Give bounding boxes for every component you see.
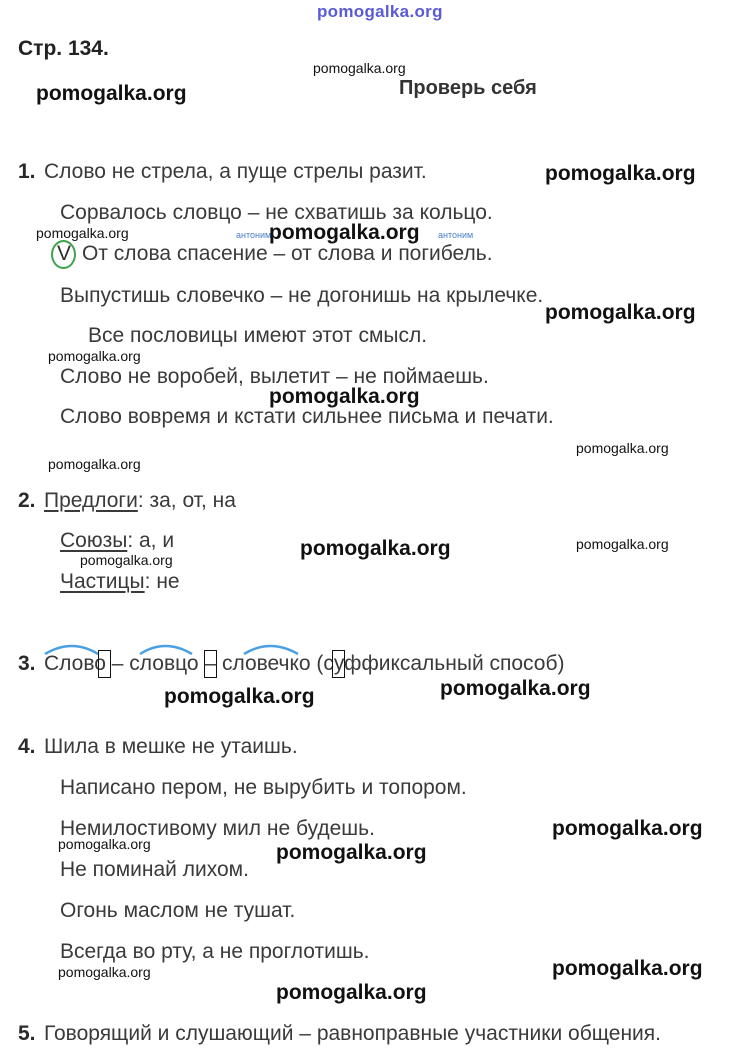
word-formation-line xyxy=(44,653,565,674)
watermark: pomogalka.org xyxy=(576,536,669,552)
task-1-line: От слова спасение – от слова и погибель. xyxy=(82,242,493,265)
task-1-number: 1. xyxy=(18,160,36,183)
watermark: pomogalka.org xyxy=(552,817,703,840)
prepositions-list: : за, от, на xyxy=(137,489,236,512)
watermark: pomogalka.org xyxy=(164,685,315,708)
particles-line xyxy=(60,571,180,592)
watermark: pomogalka.org xyxy=(58,964,151,980)
antonym-note: антоним xyxy=(236,230,272,240)
watermark: pomogalka.org xyxy=(576,440,669,456)
task-5-text: Говорящий и слушающий – равноправные участники общения. xyxy=(44,1022,661,1045)
watermark: pomogalka.org xyxy=(276,841,427,864)
watermark: pomogalka.org xyxy=(269,221,420,244)
task-4-line: Не поминай лихом. xyxy=(60,858,249,881)
particles-label: Частицы xyxy=(60,570,145,593)
dash: – xyxy=(105,652,130,675)
watermark: pomogalka.org xyxy=(36,82,187,105)
conjunctions-list: : а, и xyxy=(127,529,175,552)
task-1-line: Выпустишь словечко – не догонишь на крылечке. xyxy=(60,284,544,307)
conjunctions-line xyxy=(60,530,174,551)
dash: – xyxy=(198,652,222,675)
task-2-number: 2. xyxy=(18,489,36,512)
watermark: pomogalka.org xyxy=(313,60,406,76)
task-4-line: Написано пером, не вырубить и топором. xyxy=(60,776,467,799)
task-4-line: Огонь маслом не тушат. xyxy=(60,899,296,922)
task-1-line: Слово вовремя и кстати сильнее письма и печати. xyxy=(60,405,554,428)
ending-box-icon xyxy=(204,650,217,678)
prepositions-line xyxy=(44,490,236,511)
watermark: pomogalka.org xyxy=(48,348,141,364)
prepositions-label: Предлоги xyxy=(44,489,138,512)
page-title: Проверь себя xyxy=(399,77,537,99)
conjunctions-label: Союзы xyxy=(60,529,128,552)
task-5-number: 5. xyxy=(18,1022,36,1045)
watermark: pomogalka.org xyxy=(440,677,591,700)
word-2: словцо xyxy=(129,652,199,675)
watermark: pomogalka.org xyxy=(552,957,703,980)
task-1-line: Сорвалось словцо – не схватишь за кольцо. xyxy=(60,201,493,224)
word-3: словечко xyxy=(221,652,311,675)
watermark-top: pomogalka.org xyxy=(317,2,443,21)
watermark: pomogalka.org xyxy=(276,981,427,1004)
check-mark: V xyxy=(57,242,72,265)
watermark: pomogalka.org xyxy=(545,162,696,185)
task-1-line: Слово не воробей, вылетит – не поймаешь. xyxy=(60,365,489,388)
word-1: Слово xyxy=(44,652,106,675)
task-4-line: Всегда во рту, а не проглотишь. xyxy=(60,940,370,963)
page-reference: Стр. 134. xyxy=(18,37,109,60)
task-4-line: Немилостивому мил не будешь. xyxy=(60,817,375,840)
watermark: pomogalka.org xyxy=(80,552,173,568)
task-1-line: Слово не стрела, а пуще стрелы разит. xyxy=(44,160,427,183)
task-4-line: Шила в мешке не утаишь. xyxy=(44,735,298,758)
task-3-number: 3. xyxy=(18,652,36,675)
watermark: pomogalka.org xyxy=(300,537,451,560)
watermark: pomogalka.org xyxy=(58,836,151,852)
ending-box-icon xyxy=(98,650,111,678)
watermark: pomogalka.org xyxy=(545,301,696,324)
particles-list: : не xyxy=(144,570,180,593)
task-4-number: 4. xyxy=(18,735,36,758)
watermark: pomogalka.org xyxy=(269,385,420,408)
watermark: pomogalka.org xyxy=(48,456,141,472)
task-1-line: Все пословицы имеют этот смысл. xyxy=(88,324,428,347)
antonym-note: антоним xyxy=(438,230,474,240)
watermark: pomogalka.org xyxy=(36,225,129,241)
formation-method: (суффиксальный способ) xyxy=(310,652,565,675)
ending-box-icon xyxy=(332,650,345,678)
